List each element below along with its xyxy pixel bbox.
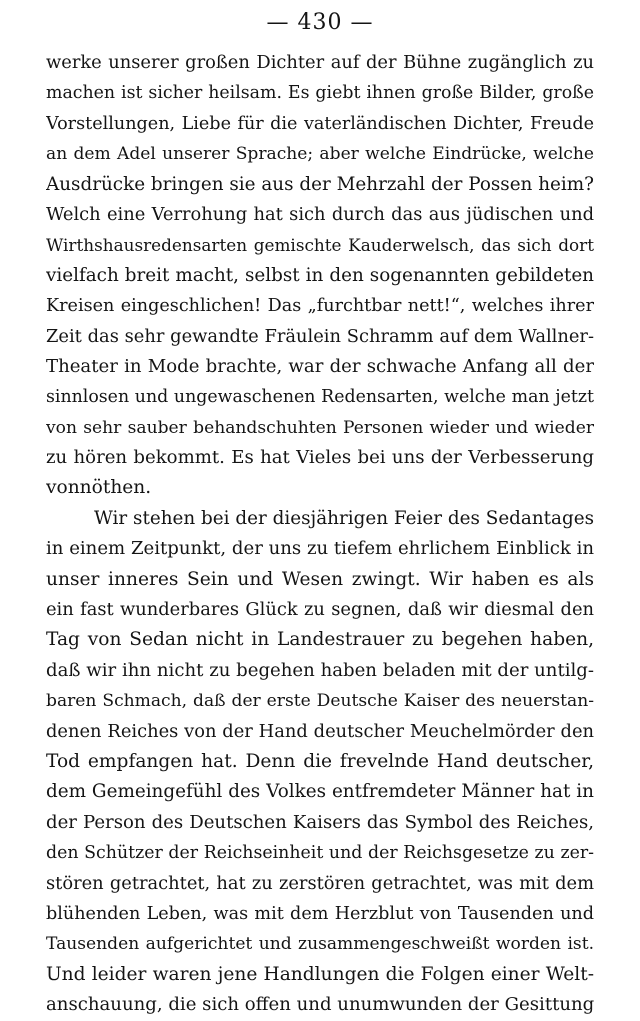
text-line: Und leider waren jene Handlungen die Folgen einer Welt- — [46, 963, 594, 985]
text-line: werke unserer großen Dichter auf der Bühne zugänglich zu — [46, 52, 594, 73]
text-line: in einem Zeitpunkt, der uns zu tiefem ehrlichem Einblick in — [46, 538, 594, 560]
text-line: daß wir ihn nicht zu begehen haben beladen mit der untilg- — [46, 659, 594, 681]
text-line: Tod empfangen hat. Denn die frevelnde Hand deutscher, — [46, 750, 594, 772]
text-line: vielfach breit macht, selbst in den sogenannten gebildeten — [46, 264, 594, 286]
text-line: Theater in Mode brachte, war der schwache Anfang all der — [46, 355, 594, 377]
paragraph-end-line: vonnöthen. — [46, 477, 152, 499]
text-line: Ausdrücke bringen sie aus der Mehrzahl der Possen heim? — [46, 173, 594, 195]
text-line: von sehr sauber behandschuhten Personen wieder und wieder — [46, 417, 594, 438]
page-number: — 430 — — [266, 10, 374, 35]
text-line: Vorstellungen, Liebe für die vaterländischen Dichter, Freude — [46, 113, 594, 134]
text-line: Welch eine Verrohung hat sich durch das aus jüdischen und — [46, 203, 594, 225]
body-text — [46, 48, 594, 1021]
text-line: unser inneres Sein und Wesen zwingt. Wir haben es als — [46, 568, 594, 590]
text-line: an dem Adel unserer Sprache; aber welche Eindrücke, welche — [46, 144, 594, 165]
text-line: Tag von Sedan nicht in Landestrauer zu begehen haben, — [46, 629, 594, 651]
paragraph-start-line: Wir stehen bei der diesjährigen Feier des Sedantages — [94, 507, 594, 529]
text-line: den Schützer der Reichseinheit und der Reichsgesetze zu zer- — [46, 843, 594, 864]
text-line: zu hören bekommt. Es hat Vieles bei uns der Verbesserung — [46, 447, 594, 469]
text-line: denen Reiches von der Hand deutscher Meuchelmörder den — [46, 720, 594, 742]
text-line: sinnlosen und ungewaschenen Redensarten, welche man jetzt — [46, 387, 594, 408]
text-line: baren Schmach, daß der erste Deutsche Kaiser des neuerstan- — [46, 691, 594, 712]
text-line: machen ist sicher heilsam. Es giebt ihnen große Bilder, große — [46, 83, 594, 104]
text-line: ein fast wunderbares Glück zu segnen, daß wir diesmal den — [46, 599, 594, 621]
text-line: dem Gemeingefühl des Volkes entfremdeter Männer hat in — [46, 781, 594, 803]
text-line: Wirthshausredensarten gemischte Kauderwelsch, das sich dort — [46, 235, 594, 256]
text-line: stören getrachtet, hat zu zerstören getrachtet, was mit dem — [46, 872, 594, 894]
text-line: anschauung, die sich offen und unumwunden der Gesittung — [46, 994, 594, 1016]
text-line: Tausenden aufgerichtet und zusammengeschweißt worden ist. — [46, 934, 594, 955]
text-line: Zeit das sehr gewandte Fräulein Schramm auf dem Wallner- — [46, 325, 594, 347]
text-line: blühenden Leben, was mit dem Herzblut von Tausenden und — [46, 903, 594, 924]
text-line: Kreisen eingeschlichen! Das „furchtbar nett!“, welches ihrer — [46, 296, 594, 317]
text-line: der Person des Deutschen Kaisers das Symbol des Reiches, — [46, 811, 594, 833]
